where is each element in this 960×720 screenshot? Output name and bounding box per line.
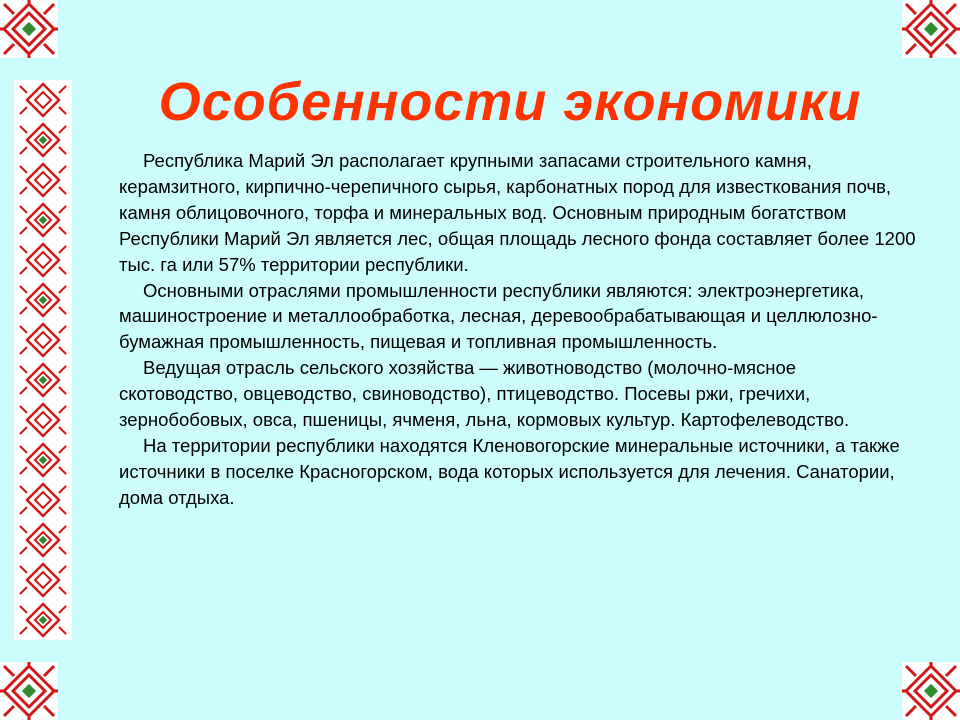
border-motif-icon [20, 564, 66, 596]
border-motif-icon [20, 244, 66, 276]
border-motif-icon [20, 84, 66, 116]
border-motif-icon [20, 404, 66, 436]
border-motif-icon [20, 364, 66, 396]
border-motif-icon [20, 164, 66, 196]
slide-title: Особенности экономики [158, 72, 862, 132]
border-motif-icon [20, 284, 66, 316]
corner-ornament-bottom-left-icon [0, 662, 58, 720]
paragraph-agriculture: Ведущая отрасль сельского хозяйства — животноводство (молочно-мясное скотоводство, овцеводство, свиноводство), птицеводство. Посевы ржи, гречихи, зернобобовых, овса, пшеницы, ячменя, льна, кормовых культур. Картофелеводство. [119, 357, 850, 431]
border-motif-icon [20, 604, 66, 636]
border-motif-icon [20, 484, 66, 516]
corner-ornament-top-left-icon [0, 0, 58, 58]
slide-body [119, 148, 919, 511]
border-motif-icon [20, 324, 66, 356]
border-motif-icon [20, 444, 66, 476]
corner-ornament-bottom-right-icon [902, 662, 960, 720]
border-motif-icon [20, 524, 66, 556]
corner-ornament-top-right-icon [902, 0, 960, 58]
paragraph-mineral-springs: На территории республики находятся Кленовогорские минеральные источники, а также источники в поселке Красногорском, вода которых используется для лечения. Санатории, дома отдыха. [119, 434, 900, 508]
border-motif-icon [20, 204, 66, 236]
paragraph-resources: Республика Марий Эл располагает крупными запасами строительного камня, керамзитного, кирпично-черепичного сырья, карбонатных пород для известкования почв, камня облицовочного, торфа и минеральных вод. Основным природным богатством Республики Марий Эл является лес, общая площадь лесного фонда составляет более 1200 тыс. га или 57% территории республики. [119, 150, 916, 275]
border-motif-icon [20, 124, 66, 156]
left-ornament-border-icon [14, 80, 72, 640]
paragraph-industry: Основными отраслями промышленности республики являются: электроэнергетика, машиностроение и металлообработка, лесная, деревообрабатывающая и целлюлозно-бумажная промышленность, пищевая и топливная промышленность. [119, 279, 878, 353]
